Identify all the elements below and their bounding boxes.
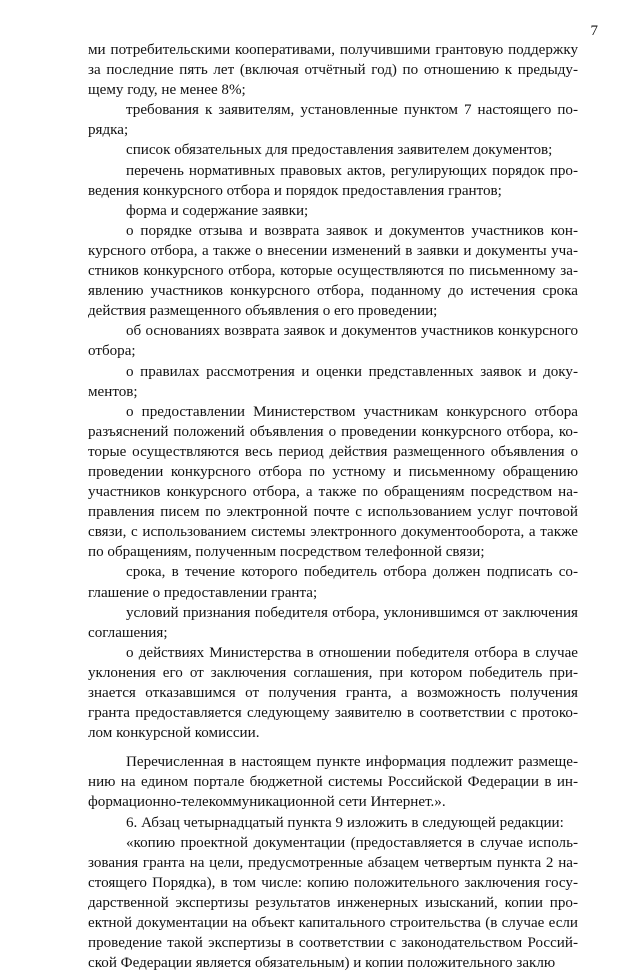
paragraph-11: условий признания победителя отбора, уклонившимся от заключения соглашения; <box>88 604 578 641</box>
paragraph-2: требования к заявителям, установленные пунктом 7 настоящего порядка; <box>88 102 578 139</box>
paragraph-4: перечень нормативных правовых актов, регулирующих порядок проведения конкурсного отбора и порядок предоставления грантов; <box>88 162 578 199</box>
paragraph-spacer <box>88 743 578 752</box>
paragraph-8: о правилах рассмотрения и оценки представленных заявок и документов; <box>88 363 578 400</box>
paragraph-13: Перечисленная в настоящем пункте информация подлежит размещению на едином портале бюджетной системы Российской Федерации в информационно-телекоммуникационной сети Интернет.». <box>88 754 578 811</box>
paragraph-3: список обязательных для предоставления заявителем документов; <box>126 142 553 159</box>
paragraph-15: «копию проектной документации (предоставляется в случае использования гранта на цели, предусмотренные абзацем четвертым пункта 2 настоящего Порядка), в том числе: копию положительного заключения государственной экспертизы результатов инженерных изысканий, копии проектной документации на объект капитального строительства (в случае если проведение такой экспертизы в соответствии с законодательством Российской Федерации является обязательным) и копии положительного заклю <box>88 834 578 972</box>
paragraph-14: 6. Абзац четырнадцатый пункта 9 изложить в следующей редакции: <box>126 814 564 831</box>
paragraph-1: ми потребительскими кооперативами, получившими грантовую поддержку за последние пять лет (включая отчётный год) по отношению к предыдущему году, не менее 8%; <box>88 42 578 99</box>
paragraph-12: о действиях Министерства в отношении победителя отбора в случае уклонения его от заключения соглашения, при котором победитель признается отказавшимся от получения гранта, а возможность получения гранта предоставляется следующему заявителю в соответствии с протоколом конкурсной комиссии. <box>88 644 578 742</box>
paragraph-5: форма и содержание заявки; <box>126 202 309 219</box>
paragraph-7: об основаниях возврата заявок и документов участников конкурсного отбора; <box>88 323 578 360</box>
document-body <box>88 40 578 973</box>
page-number: 7 <box>590 23 598 39</box>
paragraph-6: о порядке отзыва и возврата заявок и документов участников конкурсного отбора, а также о внесении изменений в заявки и документы участников конкурсного отбора, которые осуществляются по письменному заявлению участников конкурсного отбора, поданному до истечения срока действия размещенного объявления о его проведении; <box>88 222 578 320</box>
paragraph-10: срока, в течение которого победитель отбора должен подписать соглашение о предоставлении гранта; <box>88 564 578 601</box>
paragraph-9: о предоставлении Министерством участникам конкурсного отбора разъяснений положений объявления о проведении конкурсного отбора, которые осуществляются весь период действия размещенного объявления о проведении конкурсного отбора по устному и письменному обращению участников конкурсного отбора, а также по обращениям посредством направления писем по электронной почте с использованием услуг почтовой связи, с использованием системы электронного документооборота, а также по обращениям, полученным посредством телефонной связи; <box>88 403 578 561</box>
